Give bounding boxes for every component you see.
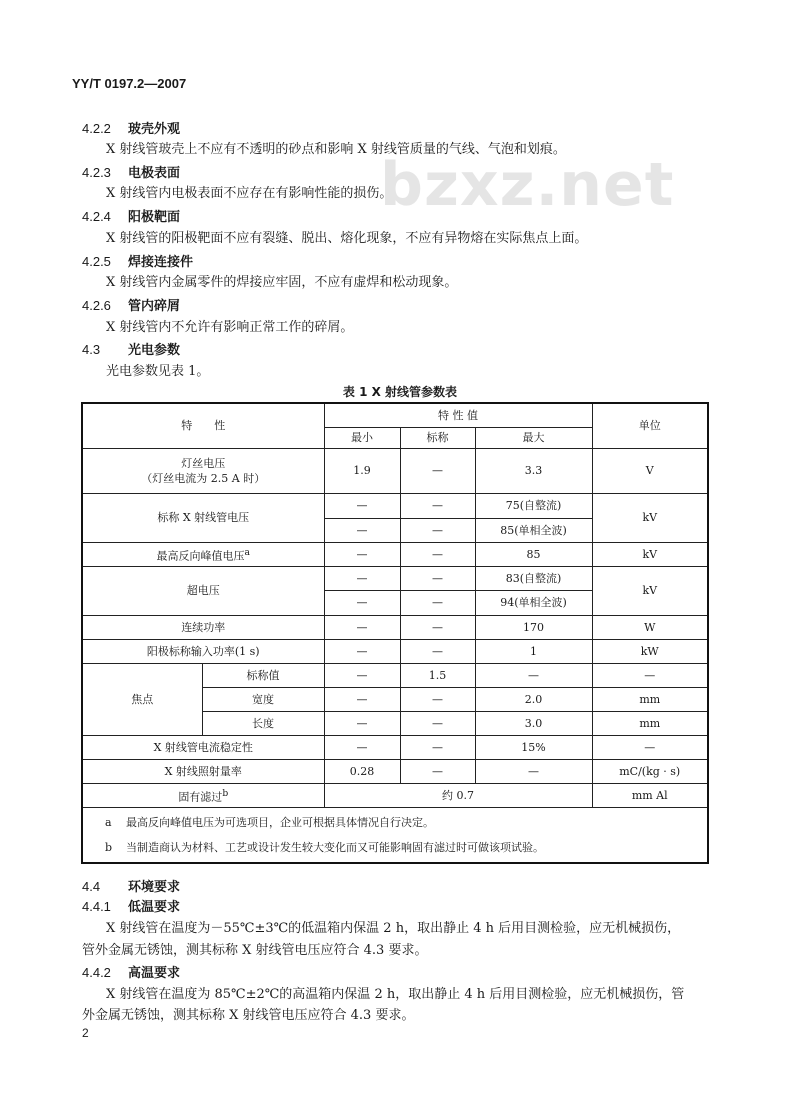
row-label: 连续功率 bbox=[82, 615, 324, 639]
section-heading bbox=[82, 896, 180, 915]
section-number: 4.2.2 bbox=[82, 121, 111, 136]
section-paragraph: 外金属无锈蚀，测其标称 X 射线管电压应符合 4.3 要求。 bbox=[82, 1008, 415, 1023]
section-paragraph: X 射线管内电极表面不应存在有影响性能的损伤。 bbox=[106, 186, 393, 201]
table-row bbox=[82, 615, 708, 639]
cell-value: 约 0.7 bbox=[324, 783, 592, 807]
cell-unit: — bbox=[592, 735, 708, 759]
table-footnotes-row bbox=[82, 807, 708, 863]
section-paragraph: X 射线管在温度为－55℃±3℃的低温箱内保温 2 h，取出静止 4 h 后用目测检验，应无机械损伤， bbox=[106, 921, 681, 936]
section-title: 低温要求 bbox=[128, 900, 181, 915]
section-title: 电极表面 bbox=[128, 166, 181, 181]
cell-min: — bbox=[324, 615, 400, 639]
row-label: 宽度 bbox=[202, 687, 324, 711]
section-heading bbox=[82, 962, 180, 981]
cell-nominal: — bbox=[400, 735, 475, 759]
section-number: 4.3 bbox=[82, 342, 101, 357]
cell-min: — bbox=[324, 639, 400, 663]
section-number: 4.4.1 bbox=[82, 899, 111, 914]
header-characteristic: 特 性 bbox=[82, 403, 324, 448]
cell-nominal: 1.5 bbox=[400, 663, 475, 687]
cell-nominal: — bbox=[400, 542, 475, 566]
cell-unit: kV bbox=[592, 493, 708, 542]
cell-nominal: — bbox=[400, 639, 475, 663]
footnote-ref: b bbox=[222, 787, 229, 799]
cell-nominal: — bbox=[400, 493, 475, 518]
header-min: 最小 bbox=[324, 427, 400, 448]
section-paragraph: X 射线管在温度为 85℃±2℃的高温箱内保温 2 h，取出静止 4 h 后用目测检验，应无机械损伤，管 bbox=[106, 987, 685, 1002]
cell-max: 1 bbox=[475, 639, 592, 663]
section-number: 4.2.5 bbox=[82, 254, 111, 269]
section-number: 4.2.6 bbox=[82, 298, 111, 313]
section-title: 管内碎屑 bbox=[128, 299, 181, 314]
section-number: 4.4.2 bbox=[82, 965, 111, 980]
row-label bbox=[82, 783, 324, 807]
cell-max: 83(自整流) bbox=[475, 566, 592, 590]
cell-max: 15% bbox=[475, 735, 592, 759]
footnote bbox=[105, 810, 707, 835]
cell-nominal: — bbox=[400, 590, 475, 615]
section-paragraph: 光电参数见表 1。 bbox=[106, 364, 210, 379]
table-row bbox=[82, 663, 708, 687]
cell-unit: — bbox=[592, 663, 708, 687]
table-row bbox=[82, 783, 708, 807]
table-caption: 表 1 X 射线管参数表 bbox=[342, 385, 458, 399]
cell-nominal: — bbox=[400, 615, 475, 639]
cell-max: 2.0 bbox=[475, 687, 592, 711]
cell-max: 94(单相全波) bbox=[475, 590, 592, 615]
table-row bbox=[82, 759, 708, 783]
section-heading bbox=[82, 251, 193, 270]
cell-nominal: — bbox=[400, 566, 475, 590]
cell-min: 0.28 bbox=[324, 759, 400, 783]
section-paragraph: X 射线管玻壳上不应有不透明的砂点和影响 X 射线管质量的气线、气泡和划痕。 bbox=[106, 142, 566, 157]
footnote bbox=[105, 835, 707, 860]
row-label: 阳极标称输入功率(1 s) bbox=[82, 639, 324, 663]
section-title: 阳极靶面 bbox=[128, 210, 181, 225]
footnote-text: 当制造商认为材料、工艺或设计发生较大变化而又可能影响固有滤过时可做该项试验。 bbox=[126, 840, 544, 854]
table-row bbox=[82, 566, 708, 590]
section-title: 环境要求 bbox=[128, 880, 181, 895]
cell-min: — bbox=[324, 493, 400, 518]
table-row bbox=[82, 493, 708, 518]
header-unit: 单位 bbox=[592, 403, 708, 448]
row-label: X 射线管电流稳定性 bbox=[82, 735, 324, 759]
cell-min: — bbox=[324, 542, 400, 566]
header-max: 最大 bbox=[475, 427, 592, 448]
row-label: 标称 X 射线管电压 bbox=[82, 493, 324, 542]
row-label: X 射线照射量率 bbox=[82, 759, 324, 783]
row-label-text: 固有滤过 bbox=[178, 790, 223, 804]
cell-nominal: — bbox=[400, 687, 475, 711]
row-label-text: 最高反向峰值电压 bbox=[156, 549, 245, 563]
cell-unit: kW bbox=[592, 639, 708, 663]
footnote-mark: a bbox=[105, 815, 112, 829]
footnote-ref: a bbox=[244, 546, 250, 558]
row-label-sub: （灯丝电流为 2.5 A 时） bbox=[141, 471, 266, 485]
page-number: 2 bbox=[82, 1026, 89, 1040]
cell-min: — bbox=[324, 518, 400, 542]
section-number: 4.2.3 bbox=[82, 165, 111, 180]
section-number: 4.2.4 bbox=[82, 209, 111, 224]
footnote-mark: b bbox=[105, 840, 113, 854]
row-label-main: 灯丝电压 bbox=[181, 456, 226, 470]
header-values: 特 性 值 bbox=[324, 403, 592, 427]
cell-max: — bbox=[475, 759, 592, 783]
cell-unit: kV bbox=[592, 542, 708, 566]
cell-unit: mm Al bbox=[592, 783, 708, 807]
cell-max: 3.0 bbox=[475, 711, 592, 735]
footnote-text: 最高反向峰值电压为可选项目，企业可根据具体情况自行决定。 bbox=[126, 815, 434, 829]
cell-nominal: — bbox=[400, 759, 475, 783]
row-label: 标称值 bbox=[202, 663, 324, 687]
section-title: 焊接连接件 bbox=[128, 255, 194, 270]
cell-max: 3.3 bbox=[475, 448, 592, 493]
cell-unit: kV bbox=[592, 566, 708, 615]
standard-number: YY/T 0197.2—2007 bbox=[72, 76, 187, 91]
section-title: 玻壳外观 bbox=[128, 122, 181, 137]
section-heading bbox=[82, 876, 180, 895]
table-row bbox=[82, 448, 708, 493]
row-label: 长度 bbox=[202, 711, 324, 735]
cell-unit: mm bbox=[592, 711, 708, 735]
row-label bbox=[82, 448, 324, 493]
cell-unit: V bbox=[592, 448, 708, 493]
cell-unit: mC/(kg · s) bbox=[592, 759, 708, 783]
section-paragraph: X 射线管内不允许有影响正常工作的碎屑。 bbox=[106, 320, 354, 335]
cell-min: — bbox=[324, 590, 400, 615]
cell-max: 85(单相全波) bbox=[475, 518, 592, 542]
table-row bbox=[82, 639, 708, 663]
watermark: bzxz.net bbox=[380, 150, 675, 220]
section-paragraph: X 射线管内金属零件的焊接应牢固，不应有虚焊和松动现象。 bbox=[106, 275, 458, 290]
parameter-table bbox=[81, 402, 709, 864]
section-paragraph: 管外金属无锈蚀，测其标称 X 射线管电压应符合 4.3 要求。 bbox=[82, 943, 428, 958]
cell-nominal: — bbox=[400, 448, 475, 493]
table-row bbox=[82, 542, 708, 566]
section-heading bbox=[82, 295, 180, 314]
header-nominal: 标称 bbox=[400, 427, 475, 448]
cell-min: — bbox=[324, 735, 400, 759]
row-group-label: 焦点 bbox=[82, 663, 202, 735]
section-heading bbox=[82, 206, 180, 225]
cell-min: — bbox=[324, 711, 400, 735]
cell-min: 1.9 bbox=[324, 448, 400, 493]
cell-unit: W bbox=[592, 615, 708, 639]
section-heading bbox=[82, 118, 180, 137]
section-title: 高温要求 bbox=[128, 966, 181, 981]
cell-max: 75(自整流) bbox=[475, 493, 592, 518]
section-title: 光电参数 bbox=[128, 343, 181, 358]
section-heading bbox=[82, 162, 180, 181]
section-number: 4.4 bbox=[82, 879, 101, 894]
cell-max: 85 bbox=[475, 542, 592, 566]
cell-min: — bbox=[324, 687, 400, 711]
cell-nominal: — bbox=[400, 711, 475, 735]
table-row bbox=[82, 735, 708, 759]
row-label: 超电压 bbox=[82, 566, 324, 615]
cell-nominal: — bbox=[400, 518, 475, 542]
section-paragraph: X 射线管的阳极靶面不应有裂缝、脱出、熔化现象，不应有异物熔在实际焦点上面。 bbox=[106, 231, 588, 246]
cell-min: — bbox=[324, 663, 400, 687]
section-heading bbox=[82, 339, 180, 358]
cell-max: 170 bbox=[475, 615, 592, 639]
row-label bbox=[82, 542, 324, 566]
cell-min: — bbox=[324, 566, 400, 590]
cell-max: — bbox=[475, 663, 592, 687]
cell-unit: mm bbox=[592, 687, 708, 711]
